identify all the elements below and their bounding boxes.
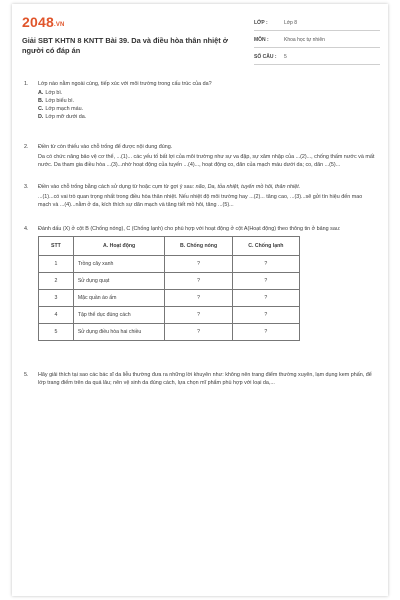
document-header: [12, 4, 388, 66]
meta-row-subject: [254, 33, 380, 48]
hint-words: não, Da, tỏa nhiệt, tuyến mồ hôi, thân nhiệt.: [195, 184, 301, 190]
option-a: [38, 89, 376, 97]
option-b: [38, 97, 376, 105]
table-row: [39, 256, 300, 273]
column-header-activity: A. Hoạt động: [73, 237, 165, 256]
option-text: Lớp biểu bì.: [45, 98, 75, 104]
question-2: [24, 143, 376, 169]
question-number: 5.: [24, 372, 29, 378]
cell-anti-heat: ?: [165, 273, 232, 290]
table-row: [39, 273, 300, 290]
question-text: Đánh dấu (X) ở cột B (Chống nóng), C (Chống lạnh) cho phù hợp với hoạt động ở cột A(Hoạt động) theo thông tin ở bảng sau:: [38, 226, 341, 232]
meta-value: 5: [284, 54, 287, 60]
logo-text: 2048: [22, 14, 54, 30]
option-text: Lớp mạch máu.: [45, 106, 84, 112]
meta-info-box: [254, 16, 380, 67]
option-c: [38, 105, 376, 113]
cell-anti-cold: ?: [232, 324, 299, 341]
cell-stt: 4: [39, 307, 74, 324]
option-d: [38, 113, 376, 121]
question-paragraph: Da có chức năng bảo vệ cơ thể, ...(1)... các yếu tố bất lợi của môi trường như sự va đập, sự xâm nhập của ...(2)..., chống thấm nước và mất nước. Da tham gia điều hòa ...(3)...nhờ hoạt động của tuyến ...(4)..., hoạt động co, dãn của mạch máu dưới da; co, dãn ...(5)...: [38, 154, 375, 168]
cell-activity: Tập thể dục đúng cách: [73, 307, 165, 324]
meta-value: Khoa học tự nhiên: [284, 37, 325, 43]
column-header-anti-heat: B. Chống nóng: [165, 237, 232, 256]
table-row: [39, 290, 300, 307]
logo-suffix: .VN: [53, 22, 65, 28]
meta-key: MÔN :: [254, 37, 269, 43]
question-4: [24, 225, 376, 341]
cell-anti-heat: ?: [165, 256, 232, 273]
column-header-anti-cold: C. Chống lạnh: [232, 237, 299, 256]
document-title: Giải SBT KHTN 8 KNTT Bài 39. Da và điều hòa thân nhiệt ở người có đáp án: [22, 36, 229, 55]
question-paragraph: ...(1)...có vai trò quan trọng nhất trong điều hòa thân nhiệt. Nếu nhiệt độ môi trường hay ...(2)... tăng cao, ...(3)...sẽ gửi tín hiệu đến mao mạch và ...(4)...nằm ở da, kích thích sự dãn mạch và tăng tiết mồ hôi, tăng ...(5)...: [38, 194, 363, 208]
document-content: [24, 80, 376, 397]
meta-row-class: [254, 16, 380, 31]
cell-anti-cold: ?: [232, 307, 299, 324]
cell-stt: 1: [39, 256, 74, 273]
question-text: Điền từ còn thiếu vào chỗ trống để được nội dung đúng.: [38, 144, 173, 150]
site-logo[interactable]: [22, 14, 65, 30]
question-5: [24, 371, 376, 387]
question-number: 1.: [24, 81, 29, 87]
option-letter: C.: [38, 106, 44, 112]
question-text: [38, 183, 376, 191]
cell-anti-cold: ?: [232, 273, 299, 290]
table-row: [39, 324, 300, 341]
cell-anti-cold: ?: [232, 290, 299, 307]
column-header-stt: STT: [39, 237, 74, 256]
table-header-row: [39, 237, 300, 256]
cell-stt: 5: [39, 324, 74, 341]
cell-anti-heat: ?: [165, 307, 232, 324]
option-text: Lớp bì.: [45, 90, 63, 96]
cell-anti-heat: ?: [165, 290, 232, 307]
meta-row-question-count: [254, 50, 380, 65]
cell-activity: Sử dụng quạt: [73, 273, 165, 290]
question-number: 2.: [24, 144, 29, 150]
cell-stt: 2: [39, 273, 74, 290]
activity-table: [38, 236, 300, 341]
table-row: [39, 307, 300, 324]
question-text: Lớp nào nằm ngoài cùng, tiếp xúc với môi trường trong cấu trúc của da?: [38, 81, 212, 87]
meta-value: Lớp 8: [284, 20, 298, 26]
meta-key: SỐ CÂU :: [254, 54, 277, 60]
cell-anti-heat: ?: [165, 324, 232, 341]
cell-anti-cold: ?: [232, 256, 299, 273]
meta-key: LỚP :: [254, 20, 268, 26]
question-3: [24, 183, 376, 209]
question-number: 4.: [24, 226, 29, 232]
question-1: [24, 80, 376, 121]
option-text: Lớp mỡ dưới da.: [45, 114, 87, 120]
cell-activity: Sử dụng điều hòa hai chiều: [73, 324, 165, 341]
answer-options: [38, 89, 376, 121]
option-letter: D.: [38, 114, 44, 120]
option-letter: A.: [38, 90, 44, 96]
cell-activity: Mặc quần áo ấm: [73, 290, 165, 307]
cell-activity: Trồng cây xanh: [73, 256, 165, 273]
question-text: Hãy giải thích tại sao các bác sĩ da liễu thường đưa ra những lời khuyên như: không nên trang điểm thường xuyên, lạm dụng kem phấn, để lớp trang điểm trên da quá lâu; nên vệ sinh da đúng cách, lựa chọn mĩ phẩm phù hợp với loại da,...: [38, 372, 372, 386]
cell-stt: 3: [39, 290, 74, 307]
question-text-prefix: Điền vào chỗ trống bằng cách sử dụng từ hoặc cụm từ gợi ý sau:: [38, 184, 196, 190]
option-letter: B.: [38, 98, 44, 104]
question-number: 3.: [24, 184, 29, 190]
document-page: [12, 4, 388, 596]
